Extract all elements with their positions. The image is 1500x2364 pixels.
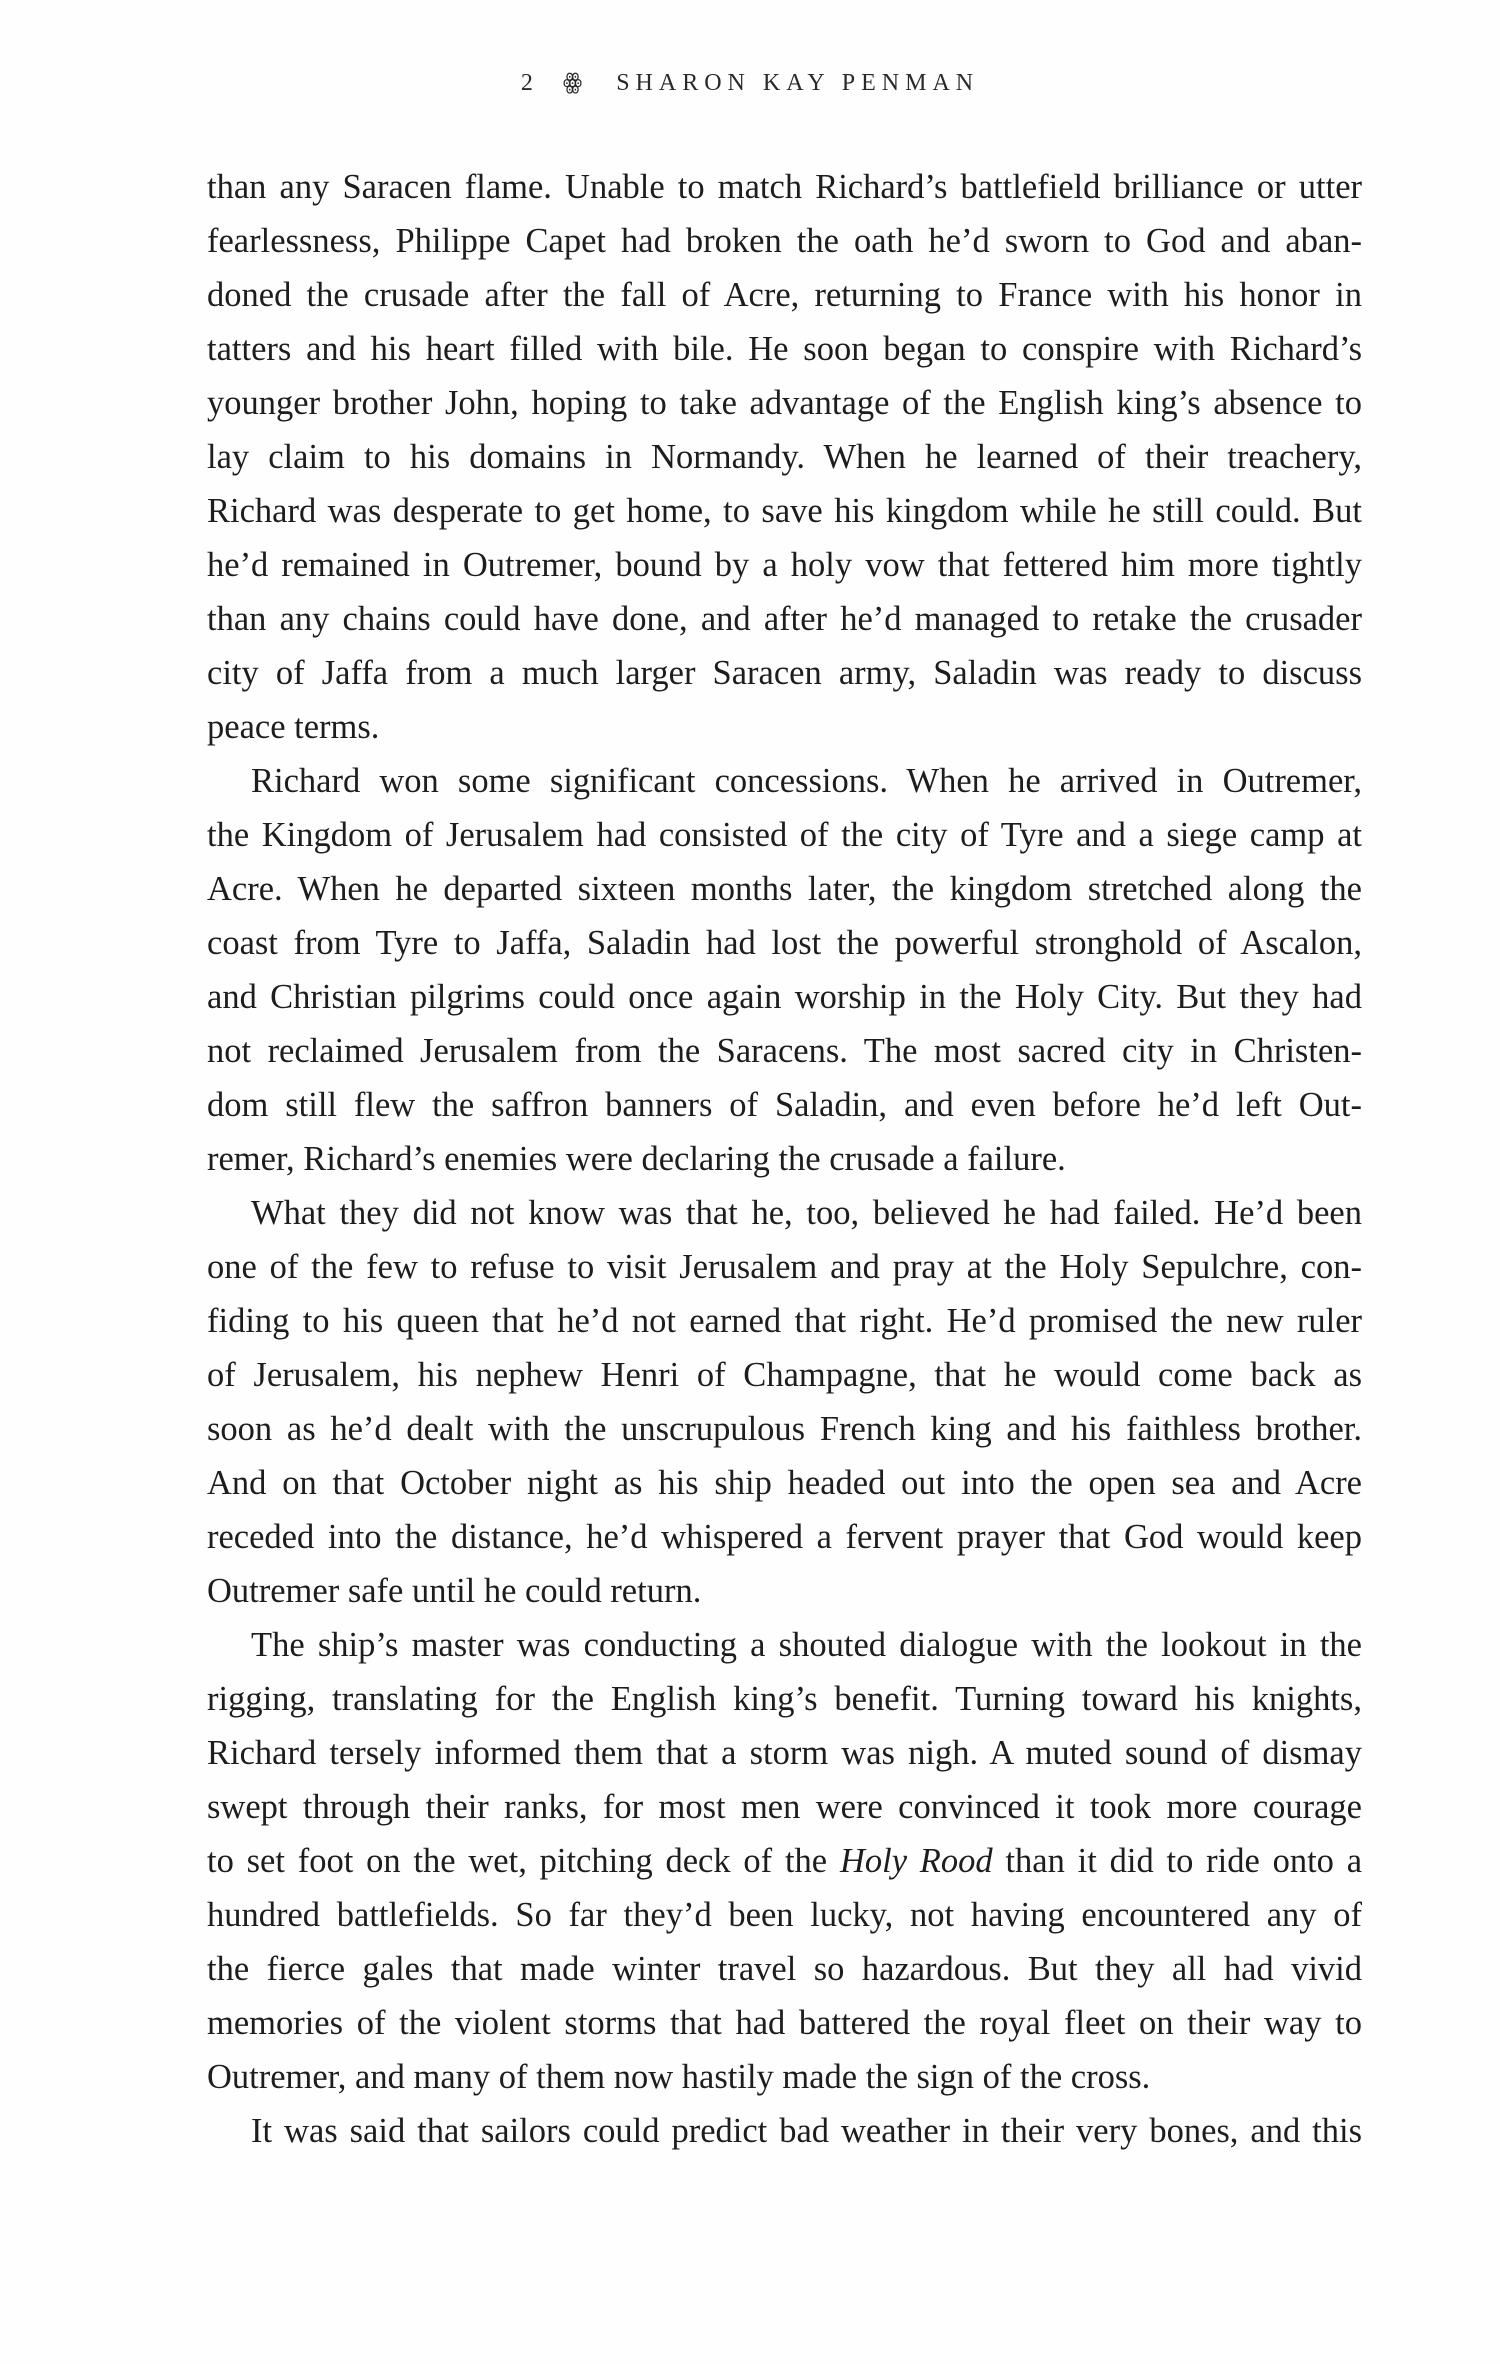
text-line: dom still flew the saffron banners of Saladin, and even before he’d left Out- (207, 1086, 1362, 1124)
text-line: doned the crusade after the fall of Acre, returning to France with his honor in (207, 276, 1362, 314)
text-line: swept through their ranks, for most men were convinced it took more courage (207, 1788, 1362, 1826)
paragraph (207, 160, 1362, 754)
text-line: and Christian pilgrims could once again worship in the Holy City. But they had (207, 978, 1362, 1016)
paragraph (207, 1618, 1362, 2104)
text-line: Richard won some significant concessions. When he arrived in Outremer, (251, 762, 1362, 800)
running-head (0, 70, 1500, 97)
text-line: city of Jaffa from a much larger Saracen army, Saladin was ready to discuss (207, 654, 1362, 692)
text-line: hundred battlefields. So far they’d been lucky, not having encountered any of (207, 1896, 1362, 1934)
text-line: younger brother John, hoping to take advantage of the English king’s absence to (207, 384, 1362, 422)
text-line: Richard tersely informed them that a storm was nigh. A muted sound of dismay (207, 1734, 1362, 1772)
text-line: he’d remained in Outremer, bound by a holy vow that fettered him more tightly (207, 546, 1362, 584)
text-line: the fierce gales that made winter travel so hazardous. But they all had vivid (207, 1950, 1362, 1988)
ship-name: Holy Rood (839, 1842, 993, 1880)
text-line: Outremer safe until he could return. (207, 1572, 702, 1610)
fleuron-ornament-icon: ꙮ (562, 69, 583, 94)
text-line: peace terms. (207, 708, 380, 746)
body-text (207, 160, 1362, 2158)
page-number: 2 (520, 70, 533, 96)
text-line: Richard was desperate to get home, to save his kingdom while he still could. But (207, 492, 1362, 530)
author-name: SHARON KAY PENMAN (616, 70, 980, 96)
text-line: soon as he’d dealt with the unscrupulous French king and his faithless brother. (207, 1410, 1362, 1448)
paragraph (207, 1186, 1362, 1618)
paragraph (207, 2104, 1362, 2158)
text-line: fearlessness, Philippe Capet had broken the oath he’d sworn to God and aban- (207, 222, 1362, 260)
text-line: tatters and his heart filled with bile. He soon began to conspire with Richard’s (207, 330, 1362, 368)
text-span: than it did to ride onto a (992, 1842, 1363, 1880)
text-line: And on that October night as his ship headed out into the open sea and Acre (207, 1464, 1362, 1502)
text-line: Outremer, and many of them now hastily made the sign of the cross. (207, 2058, 1151, 2096)
text-line: than any Saracen flame. Unable to match Richard’s battlefield brilliance or utter (207, 168, 1362, 206)
text-line: What they did not know was that he, too, believed he had failed. He’d been (251, 1194, 1362, 1232)
text-span: to set foot on the wet, pitching deck of the (207, 1842, 828, 1880)
text-line: rigging, translating for the English king’s benefit. Turning toward his knights, (207, 1680, 1362, 1718)
text-line: memories of the violent storms that had battered the royal fleet on their way to (207, 2004, 1362, 2042)
text-line: lay claim to his domains in Normandy. When he learned of their treachery, (207, 438, 1362, 476)
text-line: receded into the distance, he’d whispered a fervent prayer that God would keep (207, 1518, 1362, 1556)
text-line: not reclaimed Jerusalem from the Saracens. The most sacred city in Christen- (207, 1032, 1362, 1070)
text-line: the Kingdom of Jerusalem had consisted of the city of Tyre and a siege camp at (207, 816, 1362, 854)
text-line: one of the few to refuse to visit Jerusalem and pray at the Holy Sepulchre, con- (207, 1248, 1362, 1286)
text-line: remer, Richard’s enemies were declaring the crusade a failure. (207, 1140, 1066, 1178)
paragraph (207, 754, 1362, 1186)
text-line: coast from Tyre to Jaffa, Saladin had lost the powerful stronghold of Ascalon, (207, 924, 1362, 962)
text-line: Acre. When he departed sixteen months later, the kingdom stretched along the (207, 870, 1362, 908)
text-line: The ship’s master was conducting a shouted dialogue with the lookout in the (251, 1626, 1362, 1664)
text-line: fiding to his queen that he’d not earned that right. He’d promised the new ruler (207, 1302, 1362, 1340)
text-line: It was said that sailors could predict bad weather in their very bones, and this (251, 2112, 1362, 2150)
text-line: of Jerusalem, his nephew Henri of Champagne, that he would come back as (207, 1356, 1362, 1394)
text-line: than any chains could have done, and after he’d managed to retake the crusader (207, 600, 1362, 638)
text-line (207, 1834, 1362, 1888)
